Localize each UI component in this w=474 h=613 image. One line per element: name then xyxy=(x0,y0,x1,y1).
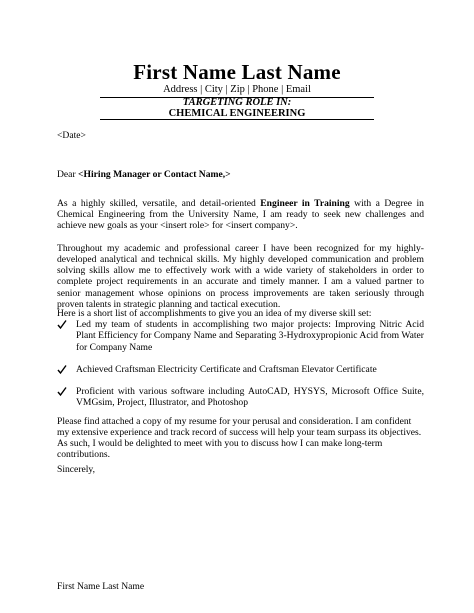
intro-text-a: As a highly skilled, versatile, and detail-oriented xyxy=(57,197,261,209)
accomplishments-intro: Here is a short list of accomplishments to give you an idea of my diverse skill set: xyxy=(57,307,372,319)
checkmark-icon xyxy=(57,386,67,397)
header-rule-bottom xyxy=(100,119,374,120)
intro-text-b: with a Degree in Chemical Engineering from the University Name, I am ready to seek new challenges and achieve new goals as your <insert role> for <insert company>. xyxy=(57,197,424,232)
accomplishment-text: Proficient with various software including AutoCAD, HYSYS, Microsoft Office Suite, VMGsim, Project, Illustrator, and Photoshop xyxy=(76,386,424,409)
accomplishments-list xyxy=(57,319,424,420)
sign-off: Sincerely, xyxy=(57,464,96,475)
targeting-role: CHEMICAL ENGINEERING xyxy=(168,108,306,119)
checkmark-icon xyxy=(57,319,67,330)
list-item xyxy=(57,319,424,353)
checkmark-icon xyxy=(57,364,67,375)
salutation xyxy=(57,169,424,180)
career-paragraph: Throughout my academic and professional career I have been recognized for my highly-developed analytical and technical skills. My highly developed communication and problem solving skills allow me to effectively work with a wide variety of stakeholders in order to complete project requirements in an accurate and timely manner. I am a valued partner to senior management whose opinions on process improvements are taken seriously through proven talents in strategic planning and tactical execution. xyxy=(57,242,424,311)
accomplishment-text: Achieved Craftsman Electricity Certificate and Craftsman Elevator Certificate xyxy=(76,363,377,375)
salutation-prefix: Dear xyxy=(57,168,79,180)
letter-date: <Date> xyxy=(57,130,86,141)
signature-name: First Name Last Name xyxy=(57,581,145,592)
contact-line: Address | City | Zip | Phone | Email xyxy=(163,84,311,95)
targeting-block xyxy=(0,97,474,119)
applicant-name: First Name Last Name xyxy=(133,60,341,84)
salutation-name: <Hiring Manager or Contact Name,> xyxy=(78,168,231,180)
list-item xyxy=(57,386,424,409)
closing-paragraph: Please find attached a copy of my resume for your perusal and consideration. I am confident my extensive experience and track record of success will help your team surpass its objectives. As such, I would be delighted to meet with you to discuss how I can make long-term contributions. xyxy=(57,415,422,461)
accomplishment-text: Led my team of students in accomplishing two major projects: Improving Nitric Acid Plant Efficiency for Company Name and Separating 3-Hydroxypropionic Acid from Water for Company Name xyxy=(76,319,424,353)
intro-paragraph xyxy=(57,198,424,232)
intro-role-highlight: Engineer in Training xyxy=(260,197,350,209)
targeting-label: TARGETING ROLE IN: xyxy=(182,97,292,108)
list-item xyxy=(57,364,424,375)
